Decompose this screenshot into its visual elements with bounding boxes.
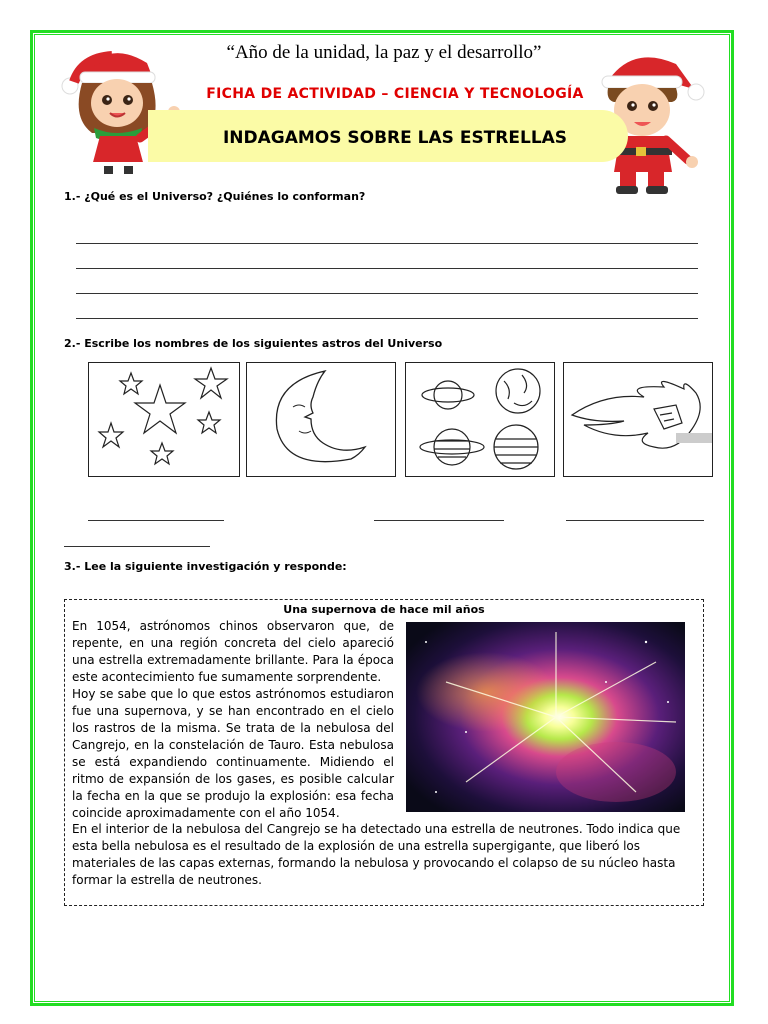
moon-drawing (247, 363, 395, 476)
planets-drawing (406, 363, 554, 476)
moon-image-box (246, 362, 396, 477)
comet-drawing (564, 363, 712, 476)
answer-line-planets[interactable] (374, 520, 504, 521)
year-motto: “Año de la unidad, la paz y el desarrollo” (226, 42, 542, 63)
paragraph-2: Hoy se sabe que lo que estos astrónomos estudiaron fue una supernova, y se han encontrado en el cielo los rastros de la misma. Se trata de la nebulosa del Cangrejo, en la constelación de Tauro. Esta nebulosa se está expandiendo continuamente. Midiendo el ritmo de expansión de los gases, es posible calcular la fecha en la que se produjo la explosión: esa fecha coincide aproximadamente con el año 1054. (72, 687, 394, 820)
answer-line[interactable] (76, 293, 698, 294)
paragraph-3: En el interior de la nebulosa del Cangrejo se ha detectado una estrella de neutrones. Todo indica que esta bella nebulosa es el resultado de la explosión de una estrella supergigante, que liberó los materiales de las capas externas, formando la nebulosa y provocando el colapso de su núcleo hasta formar la estrella de neutrones. (72, 822, 681, 887)
question-3-label: 3.- Lee la siguiente investigación y responde: (64, 560, 347, 573)
stars-image-box (88, 362, 240, 477)
paragraph-1: En 1054, astrónomos chinos observaron que, de repente, en una región concreta del cielo apareció una estrella extremadamente brillante. Para la época este acontecimiento fue sumamente sorprendente. (72, 619, 394, 684)
question-1-label: 1.- ¿Qué es el Universo? ¿Quiénes lo conforman? (64, 190, 366, 203)
answer-line-moon[interactable] (64, 546, 210, 547)
answer-line-comet[interactable] (566, 520, 704, 521)
answer-line[interactable] (76, 268, 698, 269)
question-2-label: 2.- Escribe los nombres de los siguientes astros del Universo (64, 337, 443, 350)
reading-left-column (72, 618, 394, 822)
supernova-image (406, 622, 685, 812)
stars-drawing (89, 363, 239, 476)
answer-line[interactable] (76, 318, 698, 319)
planets-image-box (405, 362, 555, 477)
answer-line-stars[interactable] (88, 520, 224, 521)
comet-image-box (563, 362, 713, 477)
sheet-type: FICHA DE ACTIVIDAD – CIENCIA Y TECNOLOGÍA (206, 86, 584, 102)
page-title: INDAGAMOS SOBRE LAS ESTRELLAS (222, 128, 568, 148)
reading-title: Una supernova de hace mil años (283, 603, 485, 616)
answer-line[interactable] (76, 243, 698, 244)
